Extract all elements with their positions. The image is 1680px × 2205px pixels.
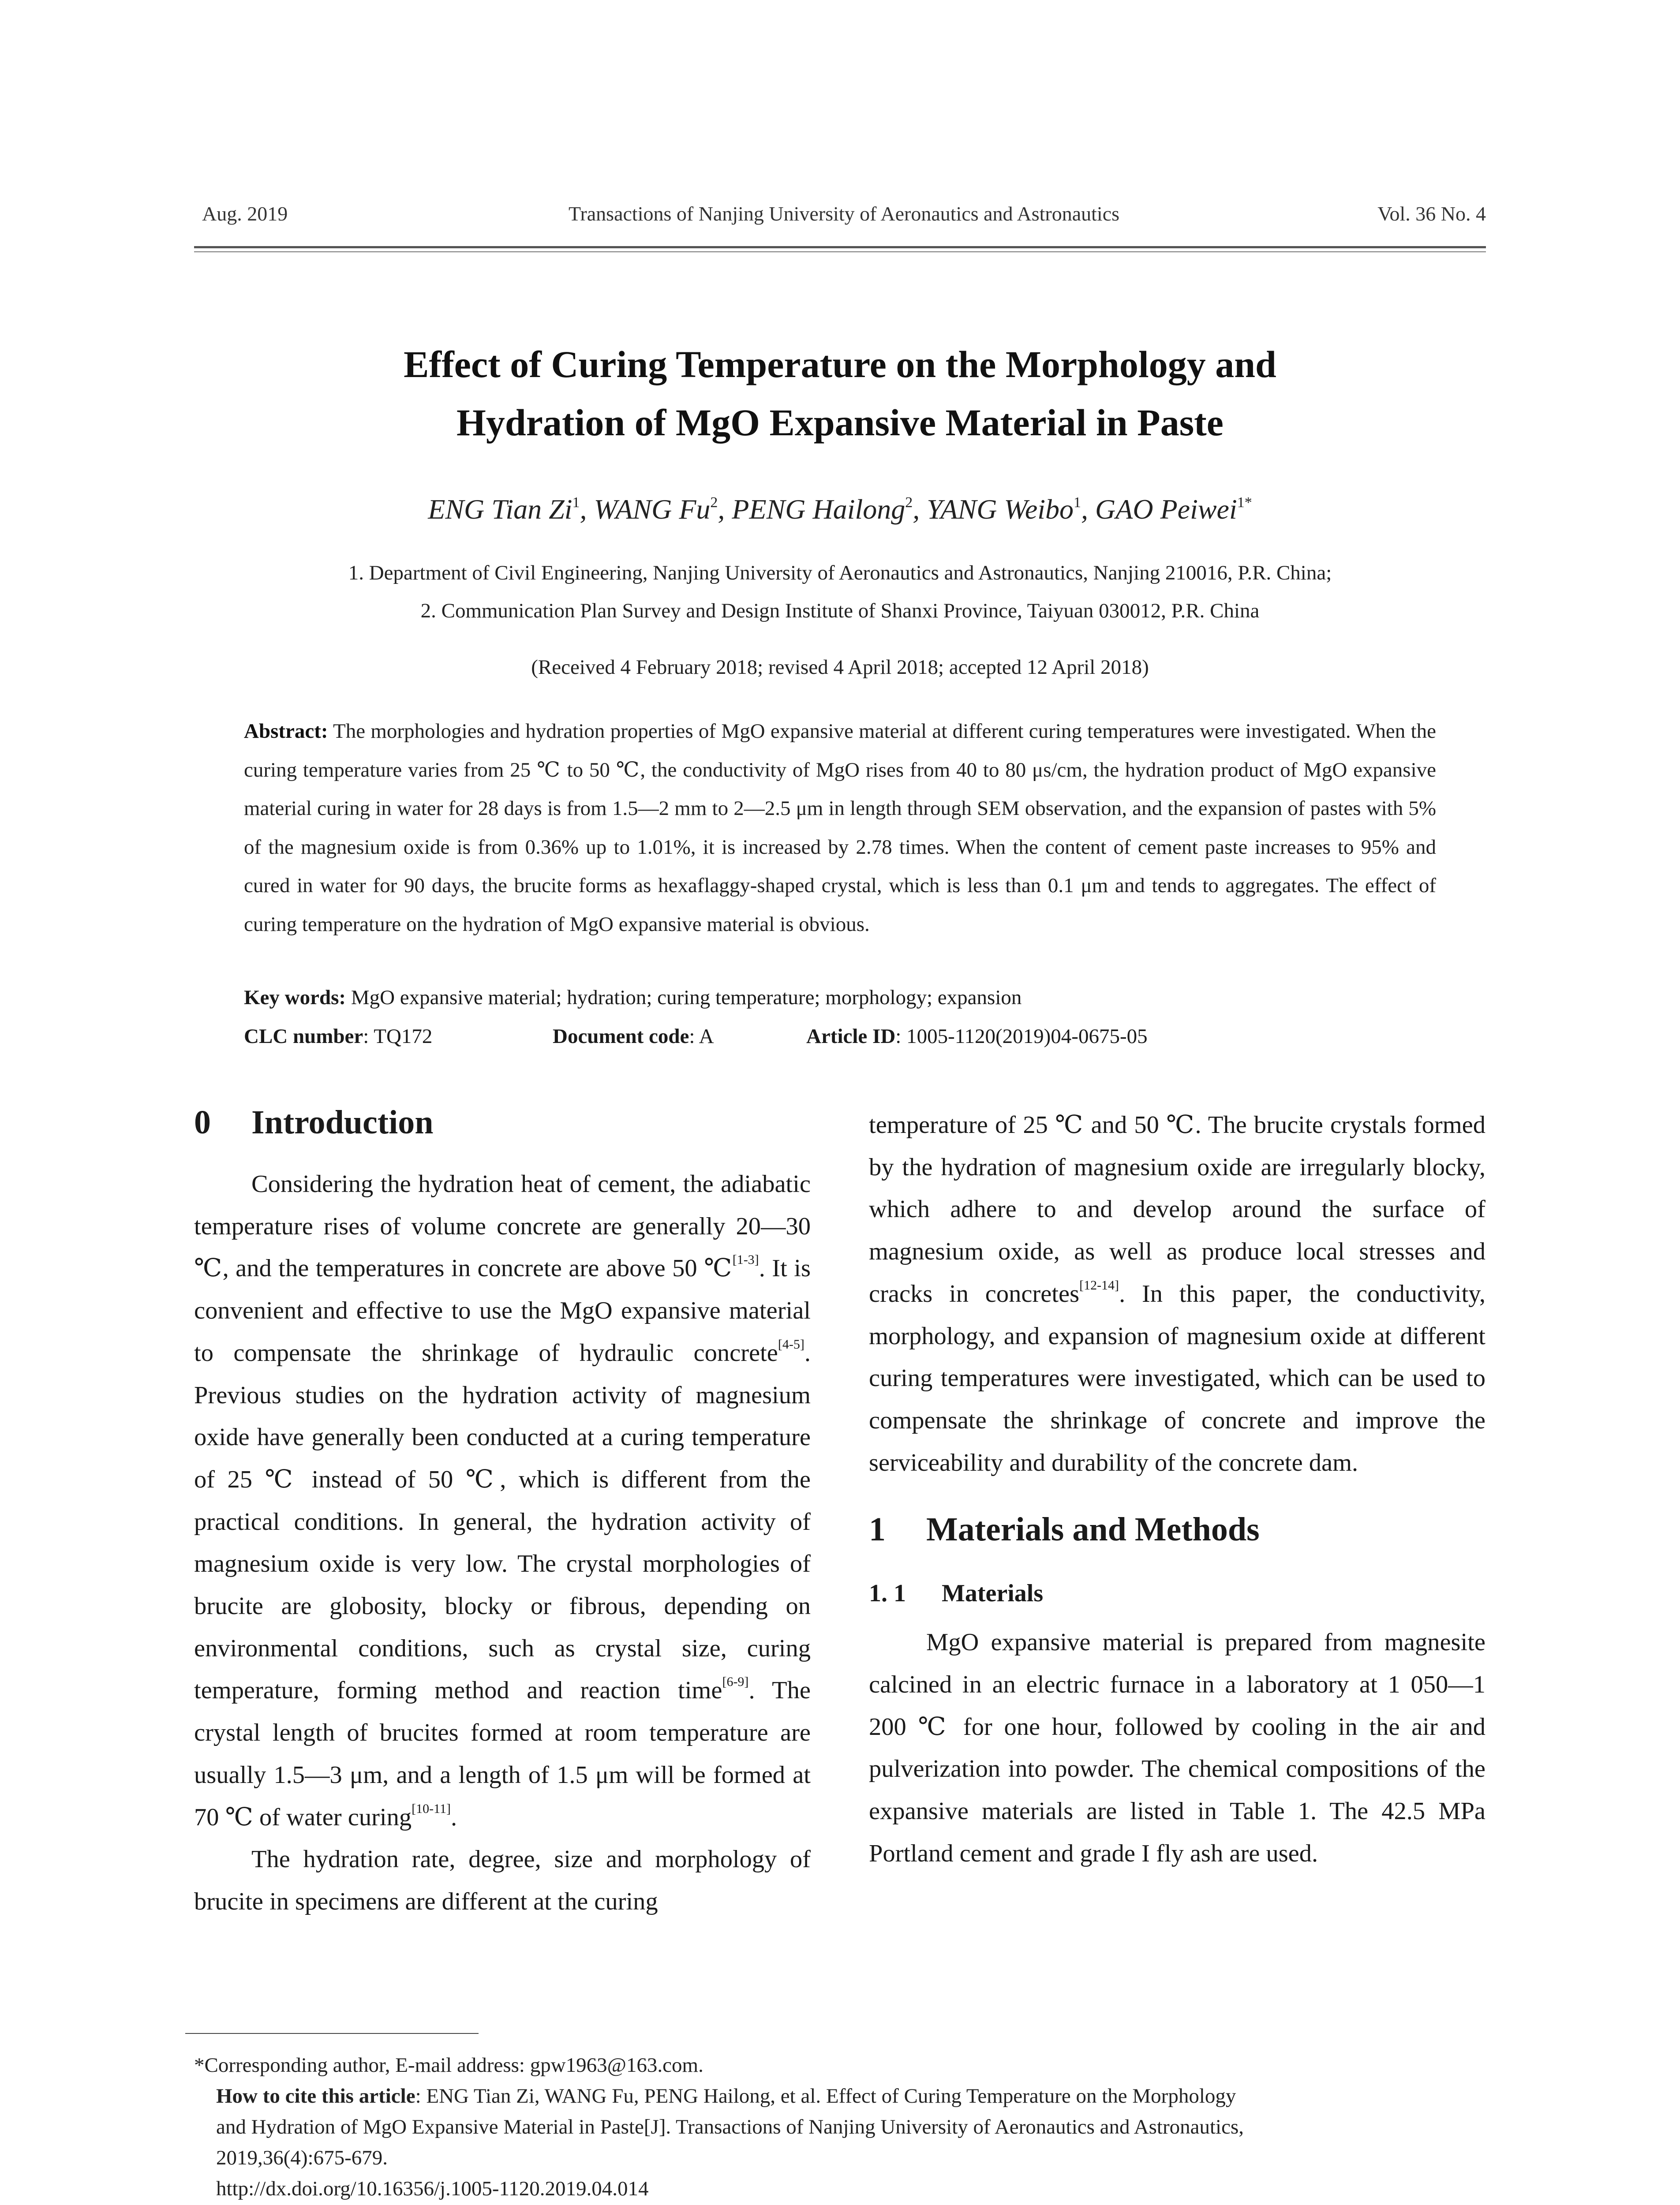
affiliation-2: 2. Communication Plan Survey and Design Institute of Shanxi Province, Taiyuan 030012, P.R. China [420,599,1260,622]
author-name: ENG Tian Zi [428,493,572,525]
article-id-value: 1005-1120(2019)04-0675-05 [906,1025,1148,1048]
citation-ref[interactable]: [1-3] [732,1252,759,1267]
subsection-title: Materials [942,1580,1044,1607]
abstract-label: Abstract: [244,720,328,743]
materials-paragraph: MgO expansive material is prepared from magnesite calcined in an electric furnace in a laboratory at 1 050—1 200 ℃ for one hour, followed by cooling in the air and pulverization into powder. The chemical compositions of the expansive materials are listed in Table 1. The 42.5 MPa Portland cement and grade I fly ash are used. [869,1629,1485,1867]
affiliation-1: 1. Department of Civil Engineering, Nanjing University of Aeronautics and Astronautics, Nanjing 210016, P.R. China; [348,561,1332,584]
citation-ref[interactable]: [10-11] [412,1801,451,1816]
author-list: ENG Tian Zi$^1$, WANG Fu$^2$, PENG Hailong$^2$, YANG Weibo$^1$, GAO Peiwei$^{1*}$ [428,493,1252,525]
section-title: Materials and Methods [926,1511,1260,1548]
section-number: 0 [194,1104,211,1141]
author-name: WANG Fu [594,493,711,525]
footnotes [194,2050,1486,2204]
intro-paragraph-1: Considering the hydration heat of cement, the adiabatic temperature rises of volume concrete are generally 20—30 ℃, and the temperatures in concrete are above 50 ℃[1-3]. It is convenient and effective to use the MgO expansive material to compensate the shrinkage of hydraulic concrete[4-5]. Previous studies on the hydration activity of magnesium oxide have generally been conducted at a curing temperature of 25 ℃ instead of 50 ℃, which is different from the practical conditions. In general, the hydration activity of magnesium oxide is very low. The crystal morphologies of brucite are globosity, blocky or fibrous, depending on environmental conditions, such as crystal size, curing temperature, forming method and reaction time[6-9]. The crystal length of brucites formed at room temperature are usually 1.5—3 μm, and a length of 1.5 μm will be formed at 70 ℃ of water curing[10-11]. [194,1170,811,1831]
clc-label: CLC number [244,1025,363,1048]
section-title: Introduction [251,1104,434,1141]
document-code-label: Document code [553,1025,689,1048]
subsection-number: 1. 1 [869,1580,906,1607]
title-line-1: Effect of Curing Temperature on the Morphology and [404,343,1276,385]
author-name: PENG Hailong [732,493,905,525]
keywords-text: MgO expansive material; hydration; curing temperature; morphology; expansion [351,986,1022,1009]
author-affil-mark: 1 [1074,494,1081,511]
author-name: GAO Peiwei [1095,493,1237,525]
intro-paragraph-2-continued: temperature of 25 ℃ and 50 ℃. The brucite crystals formed by the hydration of magnesium oxide are irregularly blocky, which adhere to and develop around the surface of magnesium oxide, as well as produce local stresses and cracks in concretes[12-14]. In this paper, the conductivity, morphology, and expansion of magnesium oxide at different curing temperatures were investigated, which can be used to compensate the shrinkage of concrete and improve the serviceability and durability of the concrete dam. [869,1111,1485,1476]
journal-name: Transactions of Nanjing University of Aeronautics and Astronautics [568,202,1120,225]
article-id-label: Article ID [806,1025,896,1048]
header-rule-thin [194,251,1486,252]
author-affil-mark: 2 [905,494,913,511]
article-title [194,335,1486,452]
article-id-field: Article ID: 1005-1120(2019)04-0675-05 [806,1025,1148,1048]
title-line-2: Hydration of MgO Expansive Material in Paste [456,401,1224,444]
author-affil-mark: 2 [710,494,718,511]
citation-note-line-2: and Hydration of MgO Expansive Material in Paste[J]. Transactions of Nanjing University of Aeronautics and Astronautics, [216,2115,1244,2138]
citation-ref[interactable]: [6-9] [722,1674,749,1689]
right-column [869,1104,1485,1875]
left-column [194,1102,811,1923]
section-number: 1 [869,1511,886,1548]
volume-issue: Vol. 36 No. 4 [1377,202,1486,225]
received-dates: (Received 4 February 2018; revised 4 April 2018; accepted 12 April 2018) [531,656,1149,679]
footnote-rule [185,2033,479,2034]
keywords-label: Key words: [244,986,346,1009]
citation-note-line-3: 2019,36(4):675-679. [216,2146,388,2169]
issue-date: Aug. 2019 [202,202,288,225]
intro-paragraph-2: The hydration rate, degree, size and morphology of brucite in specimens are different at the curing [194,1846,811,1915]
keywords [244,986,1436,1009]
citation-ref[interactable]: [4-5] [778,1337,804,1352]
abstract-text: The morphologies and hydration properties of MgO expansive material at different curing temperatures were investigated. When the curing temperature varies from 25 ℃ to 50 ℃, the conductivity of MgO rises from 40 to 80 μs/cm, the hydration product of MgO expansive material curing in water for 28 days is from 1.5—2 mm to 2—2.5 μm in length through SEM observation, and the expansion of pastes with 5% of the magnesium oxide is from 0.36% up to 1.01%, it is increased by 2.78 times. When the content of cement paste increases to 95% and cured in water for 90 days, the brucite forms as hexaflaggy-shaped crystal, which is less than 0.1 μm and tends to aggregates. The effect of curing temperature on the hydration of MgO expansive material is obvious. [244,720,1437,936]
author-affil-mark: 1* [1237,494,1252,511]
clc-field: CLC number: TQ172 [244,1025,433,1048]
section-heading-materials-methods [869,1510,1485,1549]
subsection-heading-materials [869,1576,1485,1611]
section-heading-introduction [194,1102,811,1142]
citation-note: How to cite this article: ENG Tian Zi, WANG Fu, PENG Hailong, et al. Effect of Curing Temperature on the Morphology [216,2085,1236,2108]
citation-label: How to cite this article [216,2085,415,2108]
running-head [202,202,1486,228]
header-rule-thick [194,246,1486,248]
document-code-field: Document code: A [553,1025,714,1048]
abstract [244,712,1436,944]
author-name: YANG Weibo [927,493,1074,525]
clc-value: TQ172 [374,1025,433,1048]
author-affil-mark: 1 [572,494,580,511]
corresponding-author-note: *Corresponding author, E-mail address: gpw1963@163.com. [194,2054,703,2077]
doi-link[interactable]: http://dx.doi.org/10.16356/j.1005-1120.2019.04.014 [216,2177,649,2200]
citation-ref[interactable]: [12-14] [1079,1278,1119,1293]
document-code-value: A [699,1025,714,1048]
